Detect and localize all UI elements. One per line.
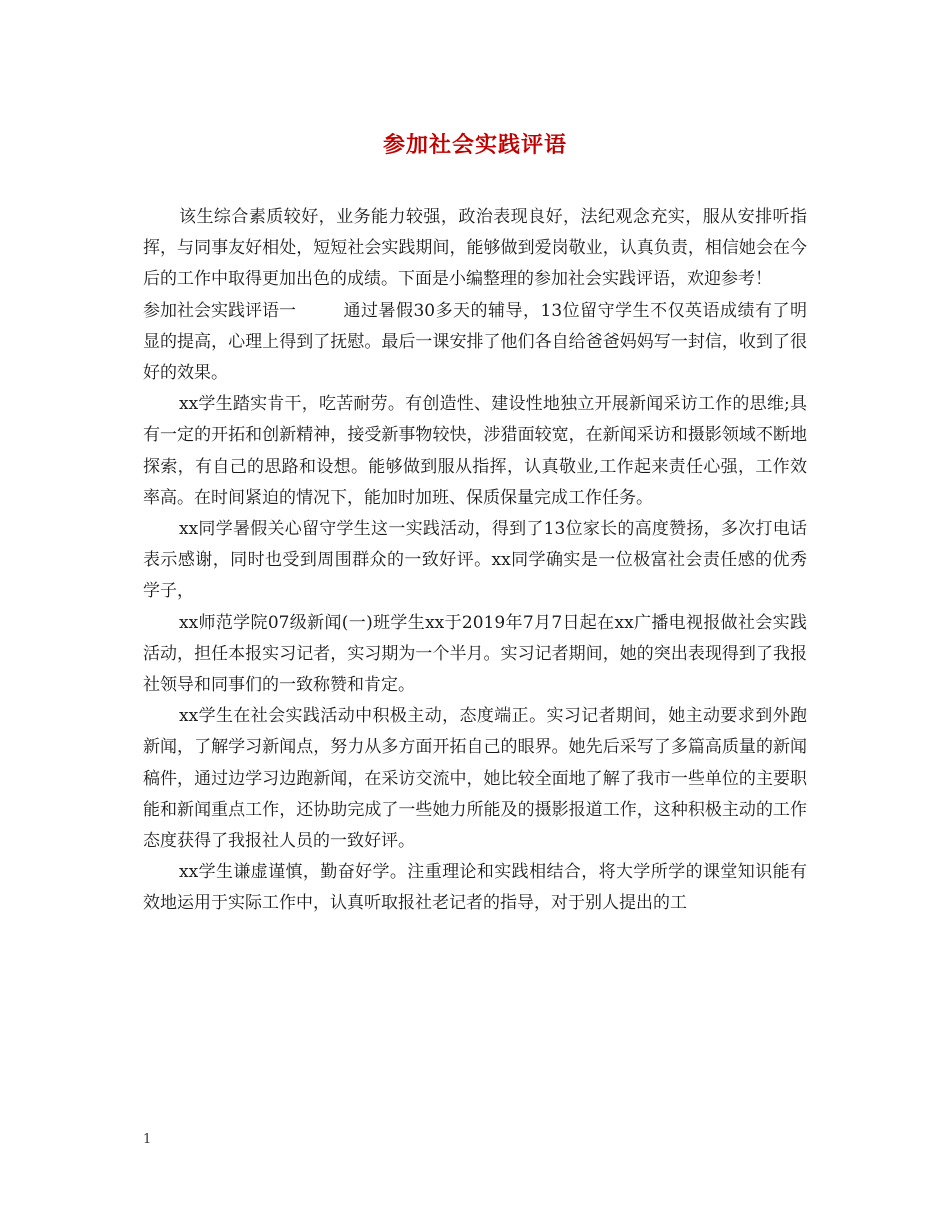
page-number: 1	[143, 1132, 152, 1147]
paragraph-6: xx学生在社会实践活动中积极主动，态度端正。实习记者期间，她主动要求到外跑新闻，了解学习新闻点，努力从多方面开拓自己的眼界。她先后采写了多篇高质量的新闻稿件，通过边学习边跑新闻，在采访交流中，她比较全面地了解了我市一些单位的主要职能和新闻重点工作，还协助完成了一些她力所能及的摄影报道工作，这种积极主动的工作态度获得了我报社人员的一致好评。	[143, 706, 807, 852]
paragraph-7: xx学生谦虚谨慎，勤奋好学。注重理论和实践相结合，将大学所学的课堂知识能有效地运用于实际工作中，认真听取报社老记者的指导，对于别人提出的工	[143, 862, 807, 914]
paragraph-section-1	[143, 296, 807, 390]
paragraph-3: xx学生踏实肯干，吃苦耐劳。有创造性、建设性地独立开展新闻采访工作的思维;具有一定的开拓和创新精神，接受新事物较快，涉猎面较宽，在新闻采访和摄影领域不断地探索，有自己的思路和设想。能够做到服从指挥，认真敬业,工作起来责任心强，工作效率高。在时间紧迫的情况下，能加时加班、保质保量完成工作任务。	[143, 394, 807, 508]
paragraph-intro: 该生综合素质较好，业务能力较强，政治表现良好，法纪观念充实，服从安排听指挥，与同事友好相处，短短社会实践期间，能够做到爱岗敬业，认真负责，相信她会在今后的工作中取得更加出色的成绩。下面是小编整理的参加社会实践评语，欢迎参考！	[143, 207, 807, 290]
paragraph-4: xx同学暑假关心留守学生这一实践活动，得到了13位家长的高度赞扬，多次打电话表示感谢，同时也受到周围群众的一致好评。xx同学确实是一位极富社会责任感的优秀学子，	[143, 519, 807, 602]
section-heading: 参加社会实践评语一	[143, 300, 296, 321]
paragraph-5: xx师范学院07级新闻(一)班学生xx于2019年7月7日起在xx广播电视报做社会实践活动，担任本报实习记者，实习期为一个半月。实习记者期间，她的突出表现得到了我报社领导和同事们的一致称赞和肯定。	[143, 612, 807, 696]
section-1-text: 通过暑假30多天的辅导，13位留守学生不仅英语成绩有了明显的提高，心理上得到了抚慰。最后一课安排了他们各自给爸爸妈妈写一封信，收到了很好的效果。	[143, 300, 807, 384]
page-title: 参加社会实践评语	[382, 133, 567, 158]
document-body	[143, 202, 807, 920]
